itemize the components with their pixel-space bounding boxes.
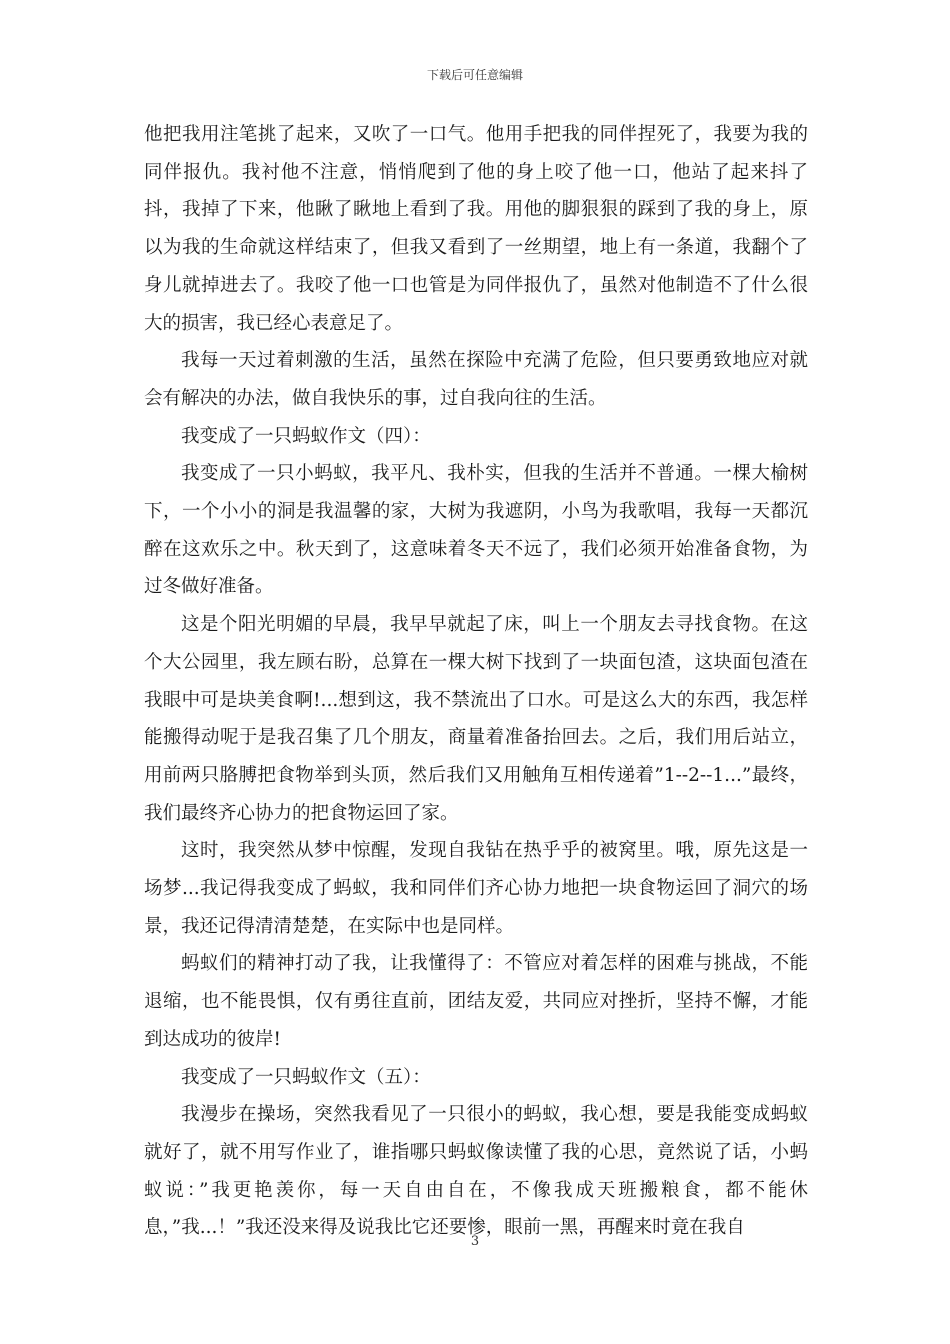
section-heading: 我变成了一只蚂蚁作文（五）：: [181, 1066, 431, 1088]
paragraph: 我每一天过着刺激的生活，虽然在探险中充满了危险，但只要勇致地应对就会有解决的办法，做自我快乐的事，过自我向往的生活。: [144, 350, 808, 409]
paragraph: 这是个阳光明媚的早晨，我早早就起了床，叫上一个朋友去寻找食物。在这个大公园里，我左顾右盼，总算在一棵大树下找到了一块面包渣，这块面包渣在我眼中可是块美食啊!...想到这，我不禁流出了口水。可是这么大的东西，我怎样能搬得动呢于是我召集了几个朋友，商量着准备抬回去。之后，我们用后站立，用前两只胳膊把食物举到头顶，然后我们又用触角互相传递着”1--2--1...”最终，我们最终齐心协力的把食物运回了家。: [144, 614, 808, 824]
document-body: [144, 116, 808, 1247]
page-number: 3: [470, 1234, 480, 1249]
page-header: 下载后可任意编辑: [426, 68, 523, 82]
paragraph: 这时，我突然从梦中惊醒，发现自我钻在热乎乎的被窝里。哦，原先这是一场梦...我记得我变成了蚂蚁，我和同伴们齐心协力地把一块食物运回了洞穴的场景，我还记得清清楚楚，在实际中也是同样。: [144, 840, 808, 937]
paragraph: 蚂蚁们的精神打动了我，让我懂得了：不管应对着怎样的困难与挑战，不能退缩，也不能畏惧，仅有勇往直前，团结友爱，共同应对挫折，坚持不懈，才能到达成功的彼岸!: [144, 953, 808, 1050]
paragraph: 我漫步在操场，突然我看见了一只很小的蚂蚁，我心想，要是我能变成蚂蚁就好了，就不用写作业了，谁指哪只蚂蚁像读懂了我的心思，竟然说了话，小蚂蚁说：”我更艳羡你，每一天自由自在，不像我成天班搬粮食，都不能休息，”我...！”我还没来得及说我比它还要惨，眼前一黑，再醒来时竟在我自: [144, 1104, 808, 1239]
section-heading: 我变成了一只蚂蚁作文（四）：: [181, 425, 431, 447]
paragraph: 我变成了一只小蚂蚁，我平凡、我朴实，但我的生活并不普通。一棵大榆树下，一个小小的洞是我温馨的家，大树为我遮阴，小鸟为我歌唱，我每一天都沉醉在这欢乐之中。秋天到了，这意味着冬天不远了，我们必须开始准备食物，为过冬做好准备。: [144, 463, 808, 598]
paragraph: 他把我用注笔挑了起来，又吹了一口气。他用手把我的同伴捏死了，我要为我的同伴报仇。我衬他不注意，悄悄爬到了他的身上咬了他一口，他站了起来抖了抖，我掉了下来，他瞅了瞅地上看到了我。用他的脚狠狠的踩到了我的身上，原以为我的生命就这样结束了，但我又看到了一丝期望，地上有一条道，我翻个了身儿就掉进去了。我咬了他一口也管是为同伴报仇了，虽然对他制造不了什么很大的损害，我已经心表意足了。: [144, 124, 808, 334]
